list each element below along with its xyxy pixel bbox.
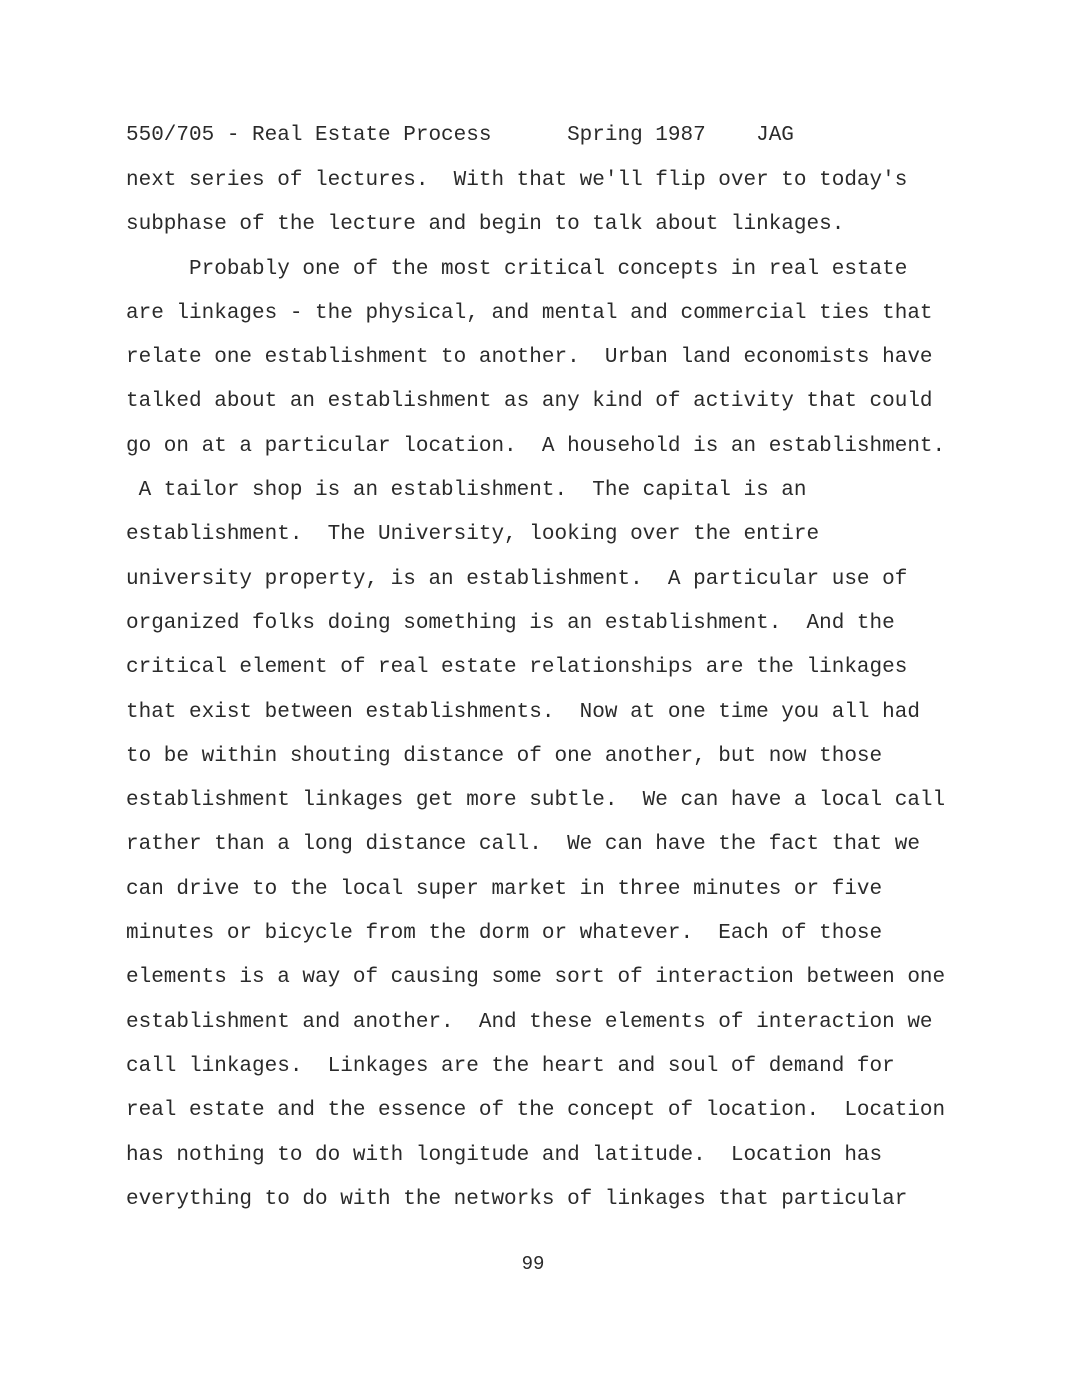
page-header: 550/705 - Real Estate Process Spring 1987 JAG — [126, 124, 794, 147]
text-line: subphase of the lecture and begin to talk about linkages. — [126, 213, 845, 237]
text-line: go on at a particular location. A household is an establishment. — [126, 434, 946, 458]
text-line: real estate and the essence of the concept of location. Location — [126, 1099, 946, 1123]
text-line: university property, is an establishment. A particular use of — [126, 567, 908, 591]
text-line: rather than a long distance call. We can have the fact that we — [126, 833, 920, 857]
text-line: A tailor shop is an establishment. The capital is an — [126, 479, 807, 503]
page-number: 99 — [521, 1253, 545, 1275]
body-text — [126, 167, 956, 1230]
text-line: organized folks doing something is an establishment. And the — [126, 611, 895, 635]
text-line: Probably one of the most critical concepts in real estate — [126, 257, 908, 281]
text-line: relate one establishment to another. Urban land economists have — [126, 346, 933, 370]
text-line: establishment. The University, looking over the entire — [126, 523, 820, 547]
text-line: are linkages - the physical, and mental and commercial ties that — [126, 301, 933, 325]
text-line: critical element of real estate relationships are the linkages — [126, 656, 908, 680]
text-line: elements is a way of causing some sort of interaction between one — [126, 966, 946, 990]
text-line: next series of lectures. With that we'll flip over to today's — [126, 169, 908, 192]
text-line: can drive to the local super market in three minutes or five — [126, 877, 883, 901]
text-line: minutes or bicycle from the dorm or whatever. Each of those — [126, 922, 883, 946]
text-line: call linkages. Linkages are the heart and soul of demand for — [126, 1054, 895, 1078]
text-line: that exist between establishments. Now at one time you all had — [126, 700, 920, 724]
text-line: has nothing to do with longitude and latitude. Location has — [126, 1143, 883, 1167]
text-line: establishment and another. And these elements of interaction we — [126, 1010, 933, 1034]
text-line: talked about an establishment as any kind of activity that could — [126, 390, 933, 414]
text-line: everything to do with the networks of linkages that particular — [126, 1187, 908, 1211]
text-line: to be within shouting distance of one another, but now those — [126, 744, 883, 768]
text-line: establishment linkages get more subtle. We can have a local call — [126, 789, 946, 813]
